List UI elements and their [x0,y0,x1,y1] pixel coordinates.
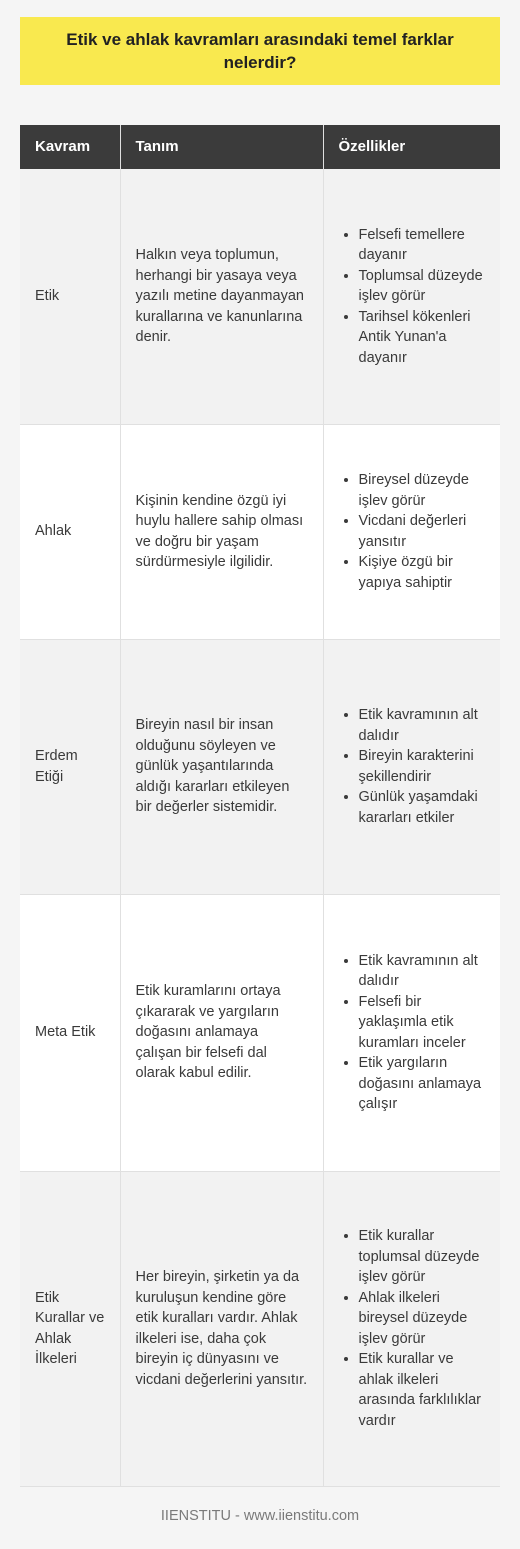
cell-tanim: Kişinin kendine özgü iyi huylu hallere sahip olması ve doğru bir yaşam sürdürmesiyle ilgilidir. [120,424,323,639]
cell-tanim: Halkın veya toplumun, herhangi bir yasaya veya yazılı metine dayanmayan kurallarına ve kanunlarına denir. [120,169,323,424]
cell-kavram: Etik [20,169,120,424]
list-item: • Etik kavramının alt dalıdır [359,705,486,746]
table-row [20,1171,500,1486]
comparison-table [20,125,500,1487]
cell-ozellikler [323,169,500,424]
cell-ozellikler [323,1171,500,1486]
feature-list [339,1226,486,1431]
list-item: • Bireysel düzeyde işlev görür [359,470,486,511]
feature-list [339,705,486,828]
header-ozellikler: Özellikler [323,125,500,169]
header-kavram: Kavram [20,125,120,169]
list-item: • Felsefi temellere dayanır [359,225,486,266]
list-item: • Günlük yaşamdaki kararları etkiler [359,787,486,828]
list-item: • Felsefi bir yaklaşımla etik kuramları inceler [359,992,486,1054]
feature-list [339,470,486,593]
cell-tanim: Bireyin nasıl bir insan olduğunu söyleyen ve günlük yaşantılarında aldığı kararları etkileyen bir değerler sistemidir. [120,639,323,894]
feature-list [339,951,486,1115]
cell-kavram: Ahlak [20,424,120,639]
title-banner [20,17,500,85]
cell-ozellikler [323,639,500,894]
cell-kavram: Erdem Etiği [20,639,120,894]
footer-credit: IIENSTITU - www.iienstitu.com [160,1508,360,1524]
cell-ozellikler [323,424,500,639]
table-row [20,894,500,1171]
list-item: • Etik kavramının alt dalıdır [359,951,486,992]
table-row [20,639,500,894]
cell-kavram: Etik Kurallar ve Ahlak İlkeleri [20,1171,120,1486]
table-row [20,169,500,424]
list-item: • Toplumsal düzeyde işlev görür [359,266,486,307]
table-header-row [20,125,500,169]
list-item: • Bireyin karakterini şekillendirir [359,746,486,787]
cell-tanim: Etik kuramlarını ortaya çıkararak ve yargıların doğasını anlamaya çalışan bir felsefi dal olarak kabul edilir. [120,894,323,1171]
cell-tanim: Her bireyin, şirketin ya da kuruluşun kendine göre etik kuralları vardır. Ahlak ilkeleri ise, daha çok bireyin iç dünyasını ve vicdani değerlerini yansıtır. [120,1171,323,1486]
page-title: Etik ve ahlak kavramları arasındaki temel farklar nelerdir? [66,30,454,72]
list-item: • Etik kurallar ve ahlak ilkeleri arasında farklılıklar vardır [359,1349,486,1431]
cell-kavram: Meta Etik [20,894,120,1171]
feature-list [339,225,486,369]
list-item: • Etik yargıların doğasını anlamaya çalışır [359,1053,486,1115]
header-tanim: Tanım [120,125,323,169]
table-row [20,424,500,639]
list-item: • Tarihsel kökenleri Antik Yunan'a dayanır [359,307,486,369]
list-item: • Kişiye özgü bir yapıya sahiptir [359,552,486,593]
list-item: • Vicdani değerleri yansıtır [359,511,486,552]
list-item: • Etik kurallar toplumsal düzeyde işlev görür [359,1226,486,1288]
list-item: • Ahlak ilkeleri bireysel düzeyde işlev görür [359,1288,486,1350]
cell-ozellikler [323,894,500,1171]
